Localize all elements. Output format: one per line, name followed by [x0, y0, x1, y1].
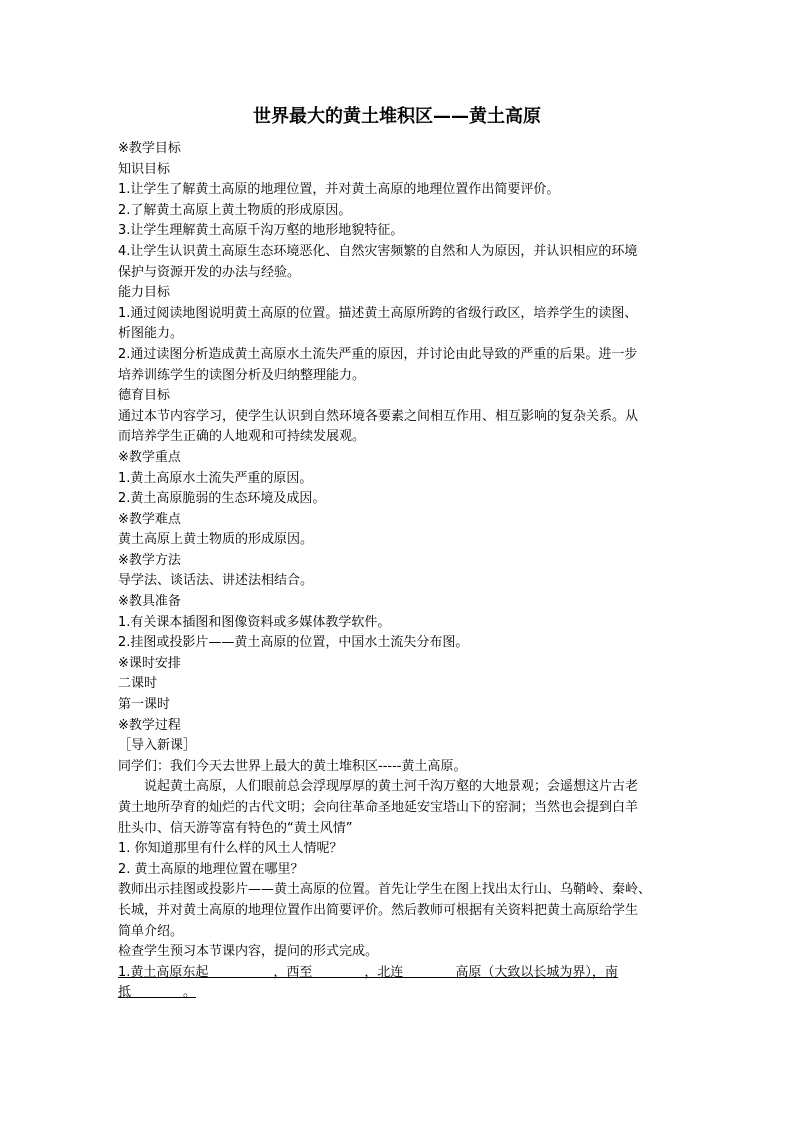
knowledge-item-4-cont: 保护与资源开发的办法与经验。 — [118, 264, 301, 280]
ability-item-2: 2.通过读图分析造成黄土高原水土流失严重的原因，并讨论由此导致的严重的后果。进一步 — [118, 346, 638, 362]
ability-item-1: 1.通过阅读地图说明黄土高原的位置。描述黄土高原所跨的省级行政区，培养学生的读图、 — [118, 305, 638, 321]
knowledge-item-2: 2.了解黄土高原上黄土物质的形成原因。 — [118, 202, 352, 218]
section-heading-methods: ※教学方法 — [118, 552, 181, 568]
section-heading-difficulty: ※教学难点 — [118, 511, 181, 527]
methods-text: 导学法、谈话法、讲述法相结合。 — [118, 573, 314, 589]
moral-text-cont: 而培养学生正确的人地观和可持续发展观。 — [118, 429, 366, 445]
section-heading-schedule: ※课时安排 — [118, 655, 181, 671]
document-title: 世界最大的黄土堆积区——黄土高原 — [253, 106, 541, 127]
document-body — [118, 139, 690, 1004]
subheading-knowledge: 知识目标 — [118, 161, 171, 177]
intro-text: 同学们：我们今天去世界上最大的黄土堆积区-----黄土高原。 — [118, 758, 467, 774]
paragraph-line-1: 说起黄土高原，人们眼前总会浮现厚厚的黄土河千沟万壑的大地景观；会遥想这片古老 — [144, 779, 639, 795]
teacher-instruction-1: 教师出示挂图或投影片——黄土高原的位置。首先让学生在图上找出太行山、乌鞘岭、秦岭、 — [118, 882, 652, 898]
subheading-moral: 德育目标 — [118, 388, 171, 404]
materials-item-2: 2.挂图或投影片——黄土高原的位置，中国水土流失分布图。 — [118, 635, 469, 651]
section-heading-objectives: ※教学目标 — [118, 141, 181, 156]
fill-blank-line-1: 1.黄土高原东起＿＿＿＿＿，西至＿＿＿＿，北连＿＿＿＿高原（大致以长城为界），南 — [118, 964, 618, 980]
ability-item-1-cont: 析图能力。 — [118, 326, 184, 342]
knowledge-item-4: 4.让学生认识黄土高原生态环境恶化、自然灾害频繁的自然和人为原因，并认识相应的环境 — [118, 243, 638, 259]
knowledge-item-1: 1.让学生了解黄土高原的地理位置，并对黄土高原的地理位置作出简要评价。 — [118, 182, 560, 198]
paragraph-line-2: 黄土地所孕育的灿烂的古代文明；会向往革命圣地延安宝塔山下的窑洞；当然也会提到白羊 — [118, 800, 639, 815]
paragraph-line-3: 肚头巾、信天游等富有特色的“黄土风情” — [118, 820, 353, 836]
question-1: 1. 你知道那里有什么样的风土人情呢？ — [118, 841, 343, 857]
check-preview: 检查学生预习本节课内容，提问的形式完成。 — [118, 944, 379, 960]
moral-text: 通过本节内容学习，使学生认识到自然环境各要素之间相互作用、相互影响的复杂关系。从 — [118, 408, 639, 424]
section-heading-process: ※教学过程 — [118, 717, 181, 733]
keypoint-item-1: 1.黄土高原水土流失严重的原因。 — [118, 470, 313, 486]
question-2: 2. 黄土高原的地理位置在哪里？ — [118, 861, 304, 877]
knowledge-item-3: 3.让学生理解黄土高原千沟万壑的地形地貌特征。 — [118, 223, 404, 239]
section-heading-materials: ※教具准备 — [118, 594, 181, 610]
intro-label: ［导入新课］ — [118, 738, 197, 754]
teacher-instruction-2: 长城，并对黄土高原的地理位置作出简要评价。然后教师可根据有关资料把黄土高原给学生 — [118, 902, 639, 918]
section-heading-keypoints: ※教学重点 — [118, 449, 181, 465]
materials-item-1: 1.有关课本插图和图像资料或多媒体教学软件。 — [118, 614, 391, 630]
ability-item-2-cont: 培养训练学生的读图分析及归纳整理能力。 — [118, 367, 366, 383]
teacher-instruction-3: 简单介绍。 — [118, 923, 184, 939]
fill-blank-line-2: 抵＿＿＿＿。 — [118, 985, 197, 1001]
keypoint-item-2: 2.黄土高原脆弱的生态环境及成因。 — [118, 491, 326, 507]
schedule-total: 二课时 — [118, 676, 158, 692]
difficulty-text: 黄土高原上黄土物质的形成原因。 — [118, 532, 314, 548]
subheading-ability: 能力目标 — [118, 285, 171, 301]
schedule-first: 第一课时 — [118, 697, 171, 713]
